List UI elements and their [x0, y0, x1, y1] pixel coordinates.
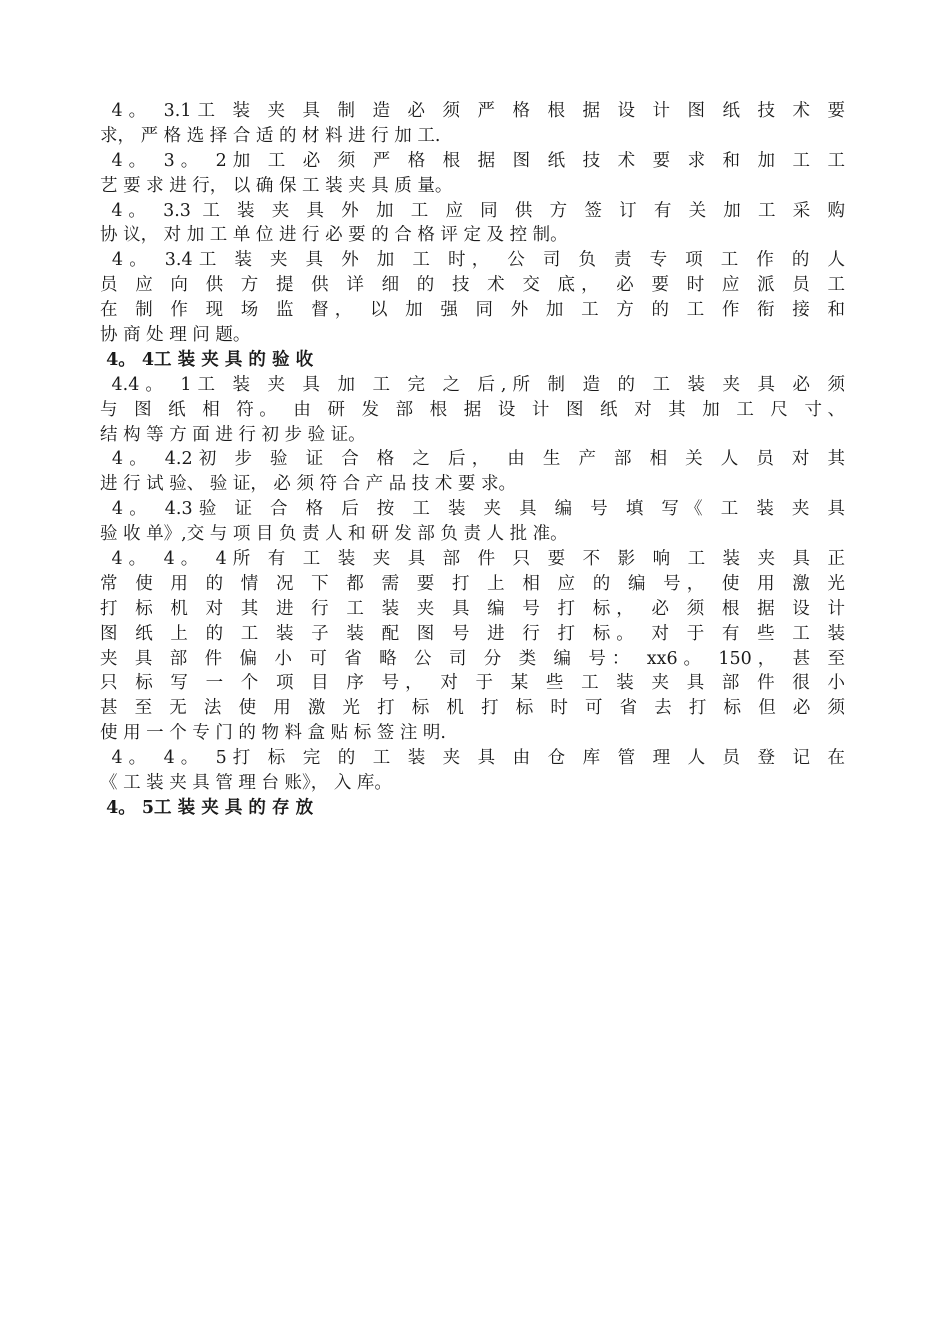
text-line: 只 标 写 一 个 项 目 序 号， 对 于 某 些 工 装 夹 具 部 件 很 小: [100, 673, 845, 694]
text-line: 打 标 机 对 其 进 行 工 装 夹 具 编 号 打 标， 必 须 根 据 设 计: [100, 598, 845, 619]
heading-text: 4。 4工 装 夹 具 的 验 收: [100, 349, 314, 370]
paragraph: [100, 149, 845, 199]
text-line: 员 应 向 供 方 提 供 详 细 的 技 术 交 底， 必 要 时 应 派 员 工: [100, 275, 845, 296]
paragraph: [100, 199, 845, 249]
text-line: 4。 4.2初 步 验 证 合 格 之 后， 由 生 产 部 相 关 人 员 对 其: [100, 449, 845, 470]
text-line: 艺 要 求 进 行， 以 确 保 工 装 夹 具 质 量。: [100, 175, 453, 196]
text-line: 使 用 一 个 专 门 的 物 料 盒 贴 标 签 注 明.: [100, 723, 446, 744]
text-line: 4。 4.3验 证 合 格 后 按 工 装 夹 具 编 号 填 写《 工 装 夹 具: [100, 499, 845, 520]
paragraph: [100, 447, 845, 497]
text-line: 4。 3。 2加 工 必 须 严 格 根 据 图 纸 技 术 要 求 和 加 工 工: [100, 150, 845, 171]
text-line: 4。 3.1工 装 夹 具 制 造 必 须 严 格 根 据 设 计 图 纸 技 术 要: [100, 101, 845, 121]
section-heading: [100, 796, 845, 821]
paragraph: [100, 99, 845, 149]
text-line: 4。 4。 4所 有 工 装 夹 具 部 件 只 要 不 影 响 工 装 夹 具 正: [100, 549, 845, 570]
section-heading: [100, 348, 845, 373]
text-line: 4。 4。 5打 标 完 的 工 装 夹 具 由 仓 库 管 理 人 员 登 记 在: [100, 748, 845, 769]
document-body: [100, 99, 845, 821]
text-line: 图 纸 上 的 工 装 子 装 配 图 号 进 行 打 标。 对 于 有 些 工 装: [100, 623, 845, 644]
text-line: 在 制 作 现 场 监 督， 以 加 强 同 外 加 工 方 的 工 作 衔 接 和: [100, 300, 845, 321]
text-line: 甚 至 无 法 使 用 激 光 打 标 机 打 标 时 可 省 去 打 标 但 必 须: [100, 698, 845, 719]
text-line: 与 图 纸 相 符。 由 研 发 部 根 据 设 计 图 纸 对 其 加 工 尺 寸、: [100, 399, 845, 420]
text-line: 4。 3.4工 装 夹 具 外 加 工 时， 公 司 负 责 专 项 工 作 的 人: [100, 250, 845, 271]
text-line: 协 商 处 理 问 题。: [100, 325, 251, 346]
text-line: 验 收 单》,交 与 项 目 负 责 人 和 研 发 部 负 责 人 批 准。: [100, 524, 568, 545]
heading-text: 4。 5工 装 夹 具 的 存 放: [100, 797, 314, 818]
text-line: 协 议， 对 加 工 单 位 进 行 必 要 的 合 格 评 定 及 控 制。: [100, 225, 568, 246]
paragraph: [100, 547, 845, 746]
text-line: 结 构 等 方 面 进 行 初 步 验 证。: [100, 424, 366, 445]
text-line: 求， 严 格 选 择 合 适 的 材 料 进 行 加 工.: [100, 125, 441, 146]
paragraph: [100, 746, 845, 796]
text-line: 夹 具 部 件 偏 小 可 省 略 公 司 分 类 编 号： xx6。 150， 甚 至: [100, 648, 845, 669]
text-line: 进 行 试 验、 验 证， 必 须 符 合 产 品 技 术 要 求。: [100, 474, 516, 495]
paragraph: [100, 248, 845, 348]
paragraph: [100, 373, 845, 448]
paragraph: [100, 497, 845, 547]
text-line: 常 使 用 的 情 况 下 都 需 要 打 上 相 应 的 编 号， 使 用 激 光: [100, 573, 845, 594]
text-line: 4。 3.3 工 装 夹 具 外 加 工 应 同 供 方 签 订 有 关 加 工 采 购: [100, 200, 845, 221]
text-line: 4.4。 1工 装 夹 具 加 工 完 之 后,所 制 造 的 工 装 夹 具 必 须: [100, 374, 845, 395]
text-line: 《 工 装 夹 具 管 理 台 账》， 入 库。: [100, 773, 392, 794]
